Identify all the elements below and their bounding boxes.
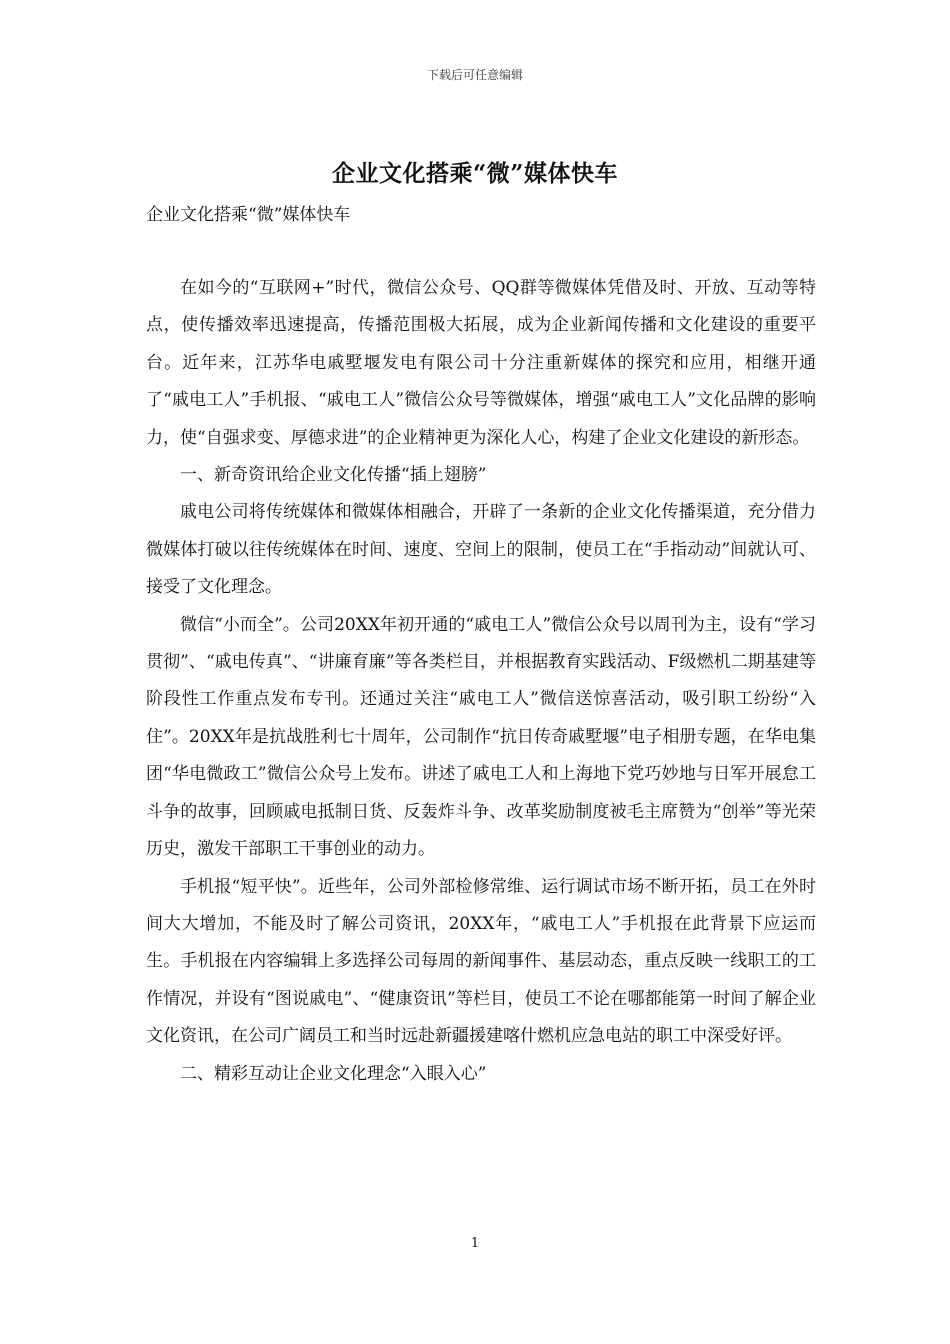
section-heading-1: 一、新奇资讯给企业文化传播“插上翅膀” (180, 465, 487, 486)
paragraph-intro: 在如今的“互联网+”时代，微信公众号、QQ群等微媒体凭借及时、开放、互动等特点，使传播效率迅速提高，传播范围极大拓展，成为企业新闻传播和文化建设的重要平台。近年来，江苏华电戚墅堰发电有限公司十分注重新媒体的探究和应用，相继开通了“戚电工人”手机报、“戚电工人”微信公众号等微媒体，增强“戚电工人”文化品牌的影响力，使“自强求变、厚德求进”的企业精神更为深化人心，构建了企业文化建设的新形态。 (146, 278, 816, 448)
paragraph-mobile-paper: 手机报“短平快”。近些年，公司外部检修常维、运行调试市场不断开拓，员工在外时间大大增加，不能及时了解公司资讯，20XX年，“戚电工人”手机报在此背景下应运而生。手机报在内容编辑上多选择公司每周的新闻事件、基层动态，重点反映一线职工的工作情况，并设有“图说戚电”、“健康资讯”等栏目，使员工不论在哪都能第一时间了解企业文化资讯，在公司广阔员工和当时远赴新疆援建喀什燃机应急电站的职工中深受好评。 (146, 876, 816, 1047)
paragraph-wechat: 微信“小而全”。公司20XX年初开通的“戚电工人”微信公众号以周刊为主，设有“学习贯彻”、“戚电传真”、“讲廉育廉”等各类栏目，并根据教育实践活动、F级燃机二期基建等阶段性工作重点发布专刊。还通过关注“戚电工人”微信送惊喜活动，吸引职工纷纷“入住”。20XX年是抗战胜利七十周年，公司制作“抗日传奇戚墅堰”电子相册专题，在华电集团“华电微政工”微信公众号上发布。讲述了戚电工人和上海地下党巧妙地与日军开展怠工斗争的故事，回顾戚电抵制日货、反轰炸斗争、改革奖励制度被毛主席赞为“创举”等光荣历史，激发干部职工干事创业的动力。 (146, 614, 816, 860)
page-header-note: 下载后可任意编辑 (426, 68, 523, 82)
document-title: 企业文化搭乘“微”媒体快车 (332, 160, 618, 187)
section-heading-2: 二、精彩互动让企业文化理念“入眼入心” (180, 1063, 487, 1084)
document-body (146, 270, 816, 1093)
document-subtitle: 企业文化搭乘“微”媒体快车 (146, 205, 351, 225)
page-number: 1 (470, 1236, 480, 1251)
paragraph-section1-intro: 戚电公司将传统媒体和微媒体相融合，开辟了一条新的企业文化传播渠道，充分借力微媒体打破以往传统媒体在时间、速度、空间上的限制，使员工在“手指动动”间就认可、接受了文化理念。 (146, 502, 816, 598)
